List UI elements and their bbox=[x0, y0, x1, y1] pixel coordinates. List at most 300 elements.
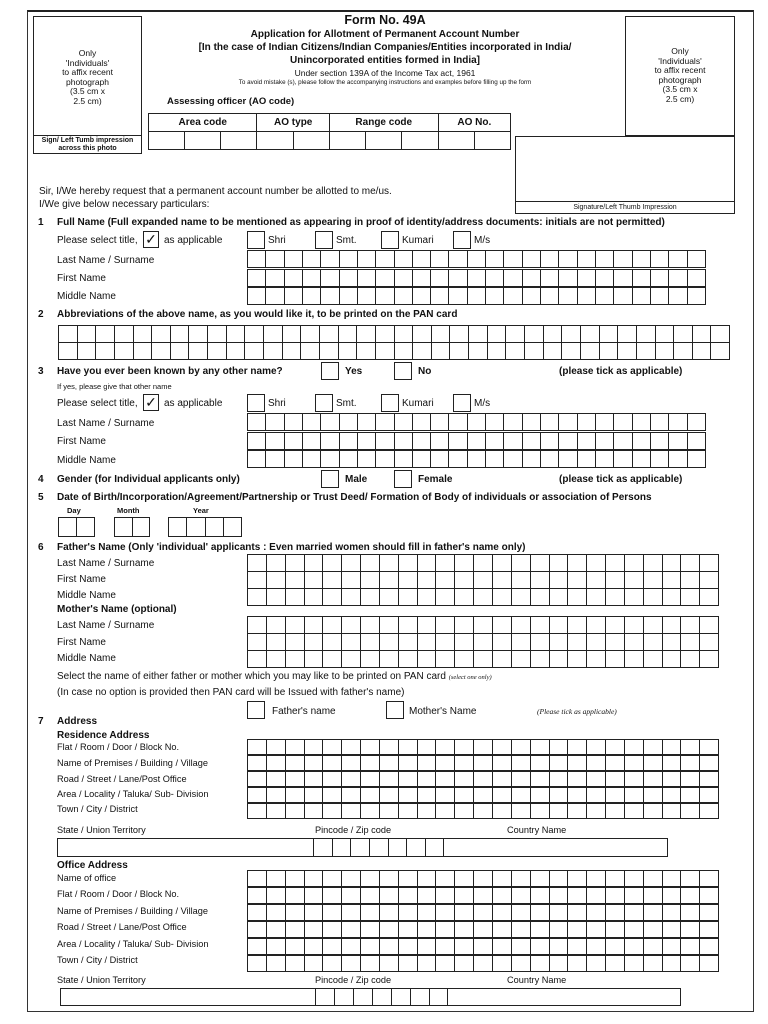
char-box[interactable] bbox=[568, 772, 587, 786]
char-box[interactable] bbox=[357, 343, 376, 359]
char-box[interactable] bbox=[681, 572, 700, 588]
char-box[interactable] bbox=[700, 788, 718, 802]
char-box[interactable] bbox=[361, 555, 380, 571]
char-box[interactable] bbox=[342, 871, 361, 886]
char-box[interactable] bbox=[681, 772, 700, 786]
char-box[interactable] bbox=[606, 740, 625, 754]
char-box[interactable] bbox=[361, 740, 380, 754]
char-box[interactable] bbox=[455, 905, 474, 920]
char-box[interactable] bbox=[395, 433, 413, 449]
off-area-input[interactable] bbox=[247, 938, 719, 955]
char-box[interactable] bbox=[568, 756, 587, 770]
char-box[interactable] bbox=[474, 772, 493, 786]
char-box[interactable] bbox=[115, 343, 134, 359]
char-box[interactable] bbox=[436, 888, 455, 903]
char-box[interactable] bbox=[267, 956, 286, 971]
res-pincode-cell[interactable] bbox=[426, 839, 444, 856]
gender-female-checkbox[interactable] bbox=[394, 470, 412, 488]
char-box[interactable] bbox=[663, 922, 682, 937]
title-kumari-checkbox[interactable] bbox=[381, 231, 399, 249]
char-box[interactable] bbox=[562, 326, 581, 342]
char-box[interactable] bbox=[436, 651, 455, 667]
char-box[interactable] bbox=[245, 326, 264, 342]
res-premises-input[interactable] bbox=[247, 755, 719, 771]
char-box[interactable] bbox=[320, 326, 339, 342]
char-box[interactable] bbox=[531, 756, 550, 770]
char-box[interactable] bbox=[493, 871, 512, 886]
char-box[interactable] bbox=[468, 433, 486, 449]
char-box[interactable] bbox=[523, 270, 541, 286]
char-box[interactable] bbox=[644, 572, 663, 588]
char-box[interactable] bbox=[380, 956, 399, 971]
char-box[interactable] bbox=[614, 270, 632, 286]
char-box[interactable] bbox=[266, 451, 284, 467]
ao-cell[interactable] bbox=[221, 132, 257, 150]
title-smt-checkbox[interactable] bbox=[315, 231, 333, 249]
char-box[interactable] bbox=[431, 414, 449, 430]
char-box[interactable] bbox=[286, 804, 305, 818]
char-box[interactable] bbox=[523, 414, 541, 430]
ao-cell[interactable] bbox=[149, 132, 185, 150]
char-box[interactable] bbox=[286, 939, 305, 954]
char-box[interactable] bbox=[413, 451, 431, 467]
char-box[interactable] bbox=[606, 589, 625, 605]
char-box[interactable] bbox=[625, 905, 644, 920]
char-box[interactable] bbox=[342, 589, 361, 605]
char-box[interactable] bbox=[418, 804, 437, 818]
char-box[interactable] bbox=[644, 589, 663, 605]
char-box[interactable] bbox=[637, 326, 656, 342]
char-box[interactable] bbox=[550, 589, 569, 605]
char-box[interactable] bbox=[681, 939, 700, 954]
char-box[interactable] bbox=[342, 740, 361, 754]
char-box[interactable] bbox=[587, 804, 606, 818]
char-box[interactable] bbox=[286, 589, 305, 605]
char-box[interactable] bbox=[568, 617, 587, 633]
char-box[interactable] bbox=[625, 888, 644, 903]
char-box[interactable] bbox=[531, 922, 550, 937]
char-box[interactable] bbox=[587, 871, 606, 886]
father-first-name-input[interactable] bbox=[247, 571, 719, 589]
char-box[interactable] bbox=[693, 326, 712, 342]
off-state-input[interactable] bbox=[61, 989, 316, 1005]
dob-year-input[interactable] bbox=[168, 517, 242, 537]
char-box[interactable] bbox=[323, 572, 342, 588]
char-box[interactable] bbox=[323, 589, 342, 605]
char-box[interactable] bbox=[399, 939, 418, 954]
char-box[interactable] bbox=[455, 617, 474, 633]
s1-middle-name-input[interactable] bbox=[247, 287, 706, 305]
char-box[interactable] bbox=[267, 788, 286, 802]
char-box[interactable] bbox=[651, 288, 669, 304]
char-box[interactable] bbox=[301, 343, 320, 359]
char-box[interactable] bbox=[358, 288, 376, 304]
char-box[interactable] bbox=[380, 589, 399, 605]
other-name-yes-checkbox[interactable] bbox=[321, 362, 339, 380]
char-box[interactable] bbox=[399, 772, 418, 786]
char-box[interactable] bbox=[339, 343, 358, 359]
father-middle-name-input[interactable] bbox=[247, 588, 719, 606]
char-box[interactable] bbox=[436, 617, 455, 633]
char-box[interactable] bbox=[115, 518, 133, 536]
char-box[interactable] bbox=[340, 451, 358, 467]
char-box[interactable] bbox=[681, 756, 700, 770]
char-box[interactable] bbox=[469, 343, 488, 359]
res-state-input[interactable] bbox=[58, 839, 314, 856]
char-box[interactable] bbox=[342, 756, 361, 770]
char-box[interactable] bbox=[663, 804, 682, 818]
off-pincode-cell[interactable] bbox=[373, 989, 392, 1005]
char-box[interactable] bbox=[468, 414, 486, 430]
char-box[interactable] bbox=[323, 634, 342, 650]
char-box[interactable] bbox=[323, 756, 342, 770]
char-box[interactable] bbox=[78, 343, 97, 359]
char-box[interactable] bbox=[587, 772, 606, 786]
char-box[interactable] bbox=[493, 634, 512, 650]
char-box[interactable] bbox=[493, 572, 512, 588]
off-town-input[interactable] bbox=[247, 955, 719, 972]
char-box[interactable] bbox=[286, 555, 305, 571]
char-box[interactable] bbox=[544, 326, 563, 342]
char-box[interactable] bbox=[512, 905, 531, 920]
char-box[interactable] bbox=[625, 740, 644, 754]
char-box[interactable] bbox=[436, 939, 455, 954]
char-box[interactable] bbox=[550, 888, 569, 903]
res-pincode-cell[interactable] bbox=[314, 839, 333, 856]
char-box[interactable] bbox=[700, 572, 718, 588]
char-box[interactable] bbox=[436, 956, 455, 971]
char-box[interactable] bbox=[321, 414, 339, 430]
char-box[interactable] bbox=[285, 270, 303, 286]
char-box[interactable] bbox=[380, 617, 399, 633]
char-box[interactable] bbox=[361, 651, 380, 667]
char-box[interactable] bbox=[305, 617, 324, 633]
char-box[interactable] bbox=[361, 871, 380, 886]
char-box[interactable] bbox=[541, 251, 559, 267]
char-box[interactable] bbox=[512, 651, 531, 667]
char-box[interactable] bbox=[376, 451, 394, 467]
char-box[interactable] bbox=[606, 572, 625, 588]
char-box[interactable] bbox=[587, 589, 606, 605]
char-box[interactable] bbox=[432, 326, 451, 342]
other-name-no-checkbox[interactable] bbox=[394, 362, 412, 380]
char-box[interactable] bbox=[115, 326, 134, 342]
res-town-input[interactable] bbox=[247, 803, 719, 819]
char-box[interactable] bbox=[587, 634, 606, 650]
ao-cell[interactable] bbox=[293, 132, 329, 150]
char-box[interactable] bbox=[474, 617, 493, 633]
char-box[interactable] bbox=[700, 555, 718, 571]
char-box[interactable] bbox=[700, 617, 718, 633]
char-box[interactable] bbox=[342, 939, 361, 954]
char-box[interactable] bbox=[474, 871, 493, 886]
char-box[interactable] bbox=[431, 270, 449, 286]
char-box[interactable] bbox=[380, 772, 399, 786]
char-box[interactable] bbox=[227, 326, 246, 342]
char-box[interactable] bbox=[361, 788, 380, 802]
char-box[interactable] bbox=[700, 871, 718, 886]
char-box[interactable] bbox=[436, 589, 455, 605]
char-box[interactable] bbox=[531, 804, 550, 818]
char-box[interactable] bbox=[587, 788, 606, 802]
char-box[interactable] bbox=[323, 956, 342, 971]
char-box[interactable] bbox=[323, 804, 342, 818]
char-box[interactable] bbox=[531, 740, 550, 754]
char-box[interactable] bbox=[550, 756, 569, 770]
char-box[interactable] bbox=[606, 922, 625, 937]
char-box[interactable] bbox=[413, 251, 431, 267]
char-box[interactable] bbox=[286, 922, 305, 937]
char-box[interactable] bbox=[633, 451, 651, 467]
char-box[interactable] bbox=[614, 433, 632, 449]
char-box[interactable] bbox=[531, 871, 550, 886]
char-box[interactable] bbox=[59, 326, 78, 342]
char-box[interactable] bbox=[504, 270, 522, 286]
char-box[interactable] bbox=[681, 888, 700, 903]
char-box[interactable] bbox=[688, 270, 705, 286]
char-box[interactable] bbox=[436, 788, 455, 802]
char-box[interactable] bbox=[380, 939, 399, 954]
char-box[interactable] bbox=[431, 433, 449, 449]
ao-cell[interactable] bbox=[438, 132, 474, 150]
char-box[interactable] bbox=[493, 956, 512, 971]
char-box[interactable] bbox=[531, 555, 550, 571]
char-box[interactable] bbox=[342, 956, 361, 971]
off-flat-input[interactable] bbox=[247, 887, 719, 904]
off-pincode-cell[interactable] bbox=[335, 989, 354, 1005]
char-box[interactable] bbox=[342, 617, 361, 633]
char-box[interactable] bbox=[267, 888, 286, 903]
char-box[interactable] bbox=[248, 433, 266, 449]
s3-last-name-input[interactable] bbox=[247, 413, 706, 431]
char-box[interactable] bbox=[342, 804, 361, 818]
char-box[interactable] bbox=[380, 572, 399, 588]
char-box[interactable] bbox=[267, 772, 286, 786]
char-box[interactable] bbox=[669, 414, 687, 430]
char-box[interactable] bbox=[700, 804, 718, 818]
char-box[interactable] bbox=[618, 343, 637, 359]
char-box[interactable] bbox=[625, 555, 644, 571]
char-box[interactable] bbox=[413, 326, 432, 342]
char-box[interactable] bbox=[525, 343, 544, 359]
char-box[interactable] bbox=[248, 617, 267, 633]
char-box[interactable] bbox=[625, 804, 644, 818]
char-box[interactable] bbox=[380, 871, 399, 886]
char-box[interactable] bbox=[625, 617, 644, 633]
char-box[interactable] bbox=[700, 651, 718, 667]
char-box[interactable] bbox=[323, 788, 342, 802]
char-box[interactable] bbox=[559, 433, 577, 449]
char-box[interactable] bbox=[681, 617, 700, 633]
char-box[interactable] bbox=[681, 922, 700, 937]
char-box[interactable] bbox=[625, 922, 644, 937]
char-box[interactable] bbox=[663, 756, 682, 770]
char-box[interactable] bbox=[531, 651, 550, 667]
char-box[interactable] bbox=[418, 788, 437, 802]
char-box[interactable] bbox=[413, 288, 431, 304]
char-box[interactable] bbox=[455, 555, 474, 571]
res-road-input[interactable] bbox=[247, 771, 719, 787]
char-box[interactable] bbox=[376, 251, 394, 267]
ao-cell[interactable] bbox=[402, 132, 438, 150]
char-box[interactable] bbox=[512, 772, 531, 786]
char-box[interactable] bbox=[625, 772, 644, 786]
char-box[interactable] bbox=[340, 288, 358, 304]
char-box[interactable] bbox=[59, 518, 77, 536]
char-box[interactable] bbox=[531, 905, 550, 920]
char-box[interactable] bbox=[169, 518, 187, 536]
char-box[interactable] bbox=[474, 756, 493, 770]
char-box[interactable] bbox=[208, 326, 227, 342]
char-box[interactable] bbox=[413, 414, 431, 430]
s1-last-name-input[interactable] bbox=[247, 250, 706, 268]
char-box[interactable] bbox=[305, 804, 324, 818]
off-road-input[interactable] bbox=[247, 921, 719, 938]
char-box[interactable] bbox=[550, 555, 569, 571]
char-box[interactable] bbox=[541, 451, 559, 467]
char-box[interactable] bbox=[227, 343, 246, 359]
char-box[interactable] bbox=[418, 572, 437, 588]
char-box[interactable] bbox=[651, 451, 669, 467]
char-box[interactable] bbox=[380, 788, 399, 802]
char-box[interactable] bbox=[512, 555, 531, 571]
char-box[interactable] bbox=[700, 740, 718, 754]
char-box[interactable] bbox=[550, 956, 569, 971]
char-box[interactable] bbox=[267, 922, 286, 937]
char-box[interactable] bbox=[541, 288, 559, 304]
char-box[interactable] bbox=[418, 740, 437, 754]
char-box[interactable] bbox=[189, 343, 208, 359]
res-pincode-cell[interactable] bbox=[389, 839, 407, 856]
char-box[interactable] bbox=[578, 251, 596, 267]
char-box[interactable] bbox=[303, 251, 321, 267]
char-box[interactable] bbox=[614, 414, 632, 430]
char-box[interactable] bbox=[587, 756, 606, 770]
char-box[interactable] bbox=[171, 343, 190, 359]
char-box[interactable] bbox=[342, 888, 361, 903]
char-box[interactable] bbox=[468, 251, 486, 267]
char-box[interactable] bbox=[395, 414, 413, 430]
char-box[interactable] bbox=[267, 905, 286, 920]
s3-title-kumari-checkbox[interactable] bbox=[381, 394, 399, 412]
char-box[interactable] bbox=[474, 634, 493, 650]
char-box[interactable] bbox=[449, 451, 467, 467]
char-box[interactable] bbox=[506, 326, 525, 342]
char-box[interactable] bbox=[395, 288, 413, 304]
char-box[interactable] bbox=[323, 922, 342, 937]
char-box[interactable] bbox=[625, 756, 644, 770]
char-box[interactable] bbox=[305, 871, 324, 886]
char-box[interactable] bbox=[399, 589, 418, 605]
char-box[interactable] bbox=[361, 905, 380, 920]
char-box[interactable] bbox=[644, 922, 663, 937]
char-box[interactable] bbox=[596, 270, 614, 286]
char-box[interactable] bbox=[455, 740, 474, 754]
char-box[interactable] bbox=[418, 871, 437, 886]
char-box[interactable] bbox=[323, 888, 342, 903]
char-box[interactable] bbox=[267, 589, 286, 605]
char-box[interactable] bbox=[663, 589, 682, 605]
char-box[interactable] bbox=[663, 634, 682, 650]
char-box[interactable] bbox=[688, 414, 705, 430]
char-box[interactable] bbox=[474, 788, 493, 802]
char-box[interactable] bbox=[568, 651, 587, 667]
char-box[interactable] bbox=[342, 905, 361, 920]
char-box[interactable] bbox=[531, 572, 550, 588]
char-box[interactable] bbox=[286, 634, 305, 650]
char-box[interactable] bbox=[361, 772, 380, 786]
char-box[interactable] bbox=[633, 433, 651, 449]
char-box[interactable] bbox=[606, 756, 625, 770]
char-box[interactable] bbox=[399, 956, 418, 971]
char-box[interactable] bbox=[303, 433, 321, 449]
char-box[interactable] bbox=[550, 922, 569, 937]
char-box[interactable] bbox=[493, 589, 512, 605]
char-box[interactable] bbox=[596, 288, 614, 304]
char-box[interactable] bbox=[681, 634, 700, 650]
res-area-input[interactable] bbox=[247, 787, 719, 803]
char-box[interactable] bbox=[504, 433, 522, 449]
char-box[interactable] bbox=[399, 634, 418, 650]
char-box[interactable] bbox=[663, 772, 682, 786]
off-pincode-cell[interactable] bbox=[316, 989, 335, 1005]
char-box[interactable] bbox=[376, 326, 395, 342]
char-box[interactable] bbox=[449, 251, 467, 267]
char-box[interactable] bbox=[418, 617, 437, 633]
char-box[interactable] bbox=[342, 788, 361, 802]
char-box[interactable] bbox=[644, 756, 663, 770]
char-box[interactable] bbox=[267, 804, 286, 818]
char-box[interactable] bbox=[669, 288, 687, 304]
char-box[interactable] bbox=[152, 343, 171, 359]
char-box[interactable] bbox=[133, 518, 150, 536]
char-box[interactable] bbox=[286, 756, 305, 770]
char-box[interactable] bbox=[512, 922, 531, 937]
char-box[interactable] bbox=[399, 871, 418, 886]
char-box[interactable] bbox=[361, 756, 380, 770]
s3-first-name-input[interactable] bbox=[247, 432, 706, 450]
char-box[interactable] bbox=[711, 326, 729, 342]
char-box[interactable] bbox=[399, 756, 418, 770]
char-box[interactable] bbox=[323, 617, 342, 633]
char-box[interactable] bbox=[486, 451, 504, 467]
char-box[interactable] bbox=[399, 617, 418, 633]
char-box[interactable] bbox=[266, 270, 284, 286]
char-box[interactable] bbox=[550, 740, 569, 754]
char-box[interactable] bbox=[606, 555, 625, 571]
char-box[interactable] bbox=[455, 922, 474, 937]
char-box[interactable] bbox=[358, 414, 376, 430]
char-box[interactable] bbox=[681, 905, 700, 920]
char-box[interactable] bbox=[361, 589, 380, 605]
char-box[interactable] bbox=[380, 804, 399, 818]
char-box[interactable] bbox=[323, 740, 342, 754]
char-box[interactable] bbox=[550, 871, 569, 886]
char-box[interactable] bbox=[305, 788, 324, 802]
char-box[interactable] bbox=[688, 451, 705, 467]
char-box[interactable] bbox=[663, 572, 682, 588]
char-box[interactable] bbox=[688, 288, 705, 304]
char-box[interactable] bbox=[625, 651, 644, 667]
char-box[interactable] bbox=[455, 651, 474, 667]
char-box[interactable] bbox=[305, 888, 324, 903]
char-box[interactable] bbox=[78, 326, 97, 342]
char-box[interactable] bbox=[468, 288, 486, 304]
char-box[interactable] bbox=[380, 922, 399, 937]
char-box[interactable] bbox=[688, 251, 705, 267]
char-box[interactable] bbox=[380, 756, 399, 770]
char-box[interactable] bbox=[568, 905, 587, 920]
